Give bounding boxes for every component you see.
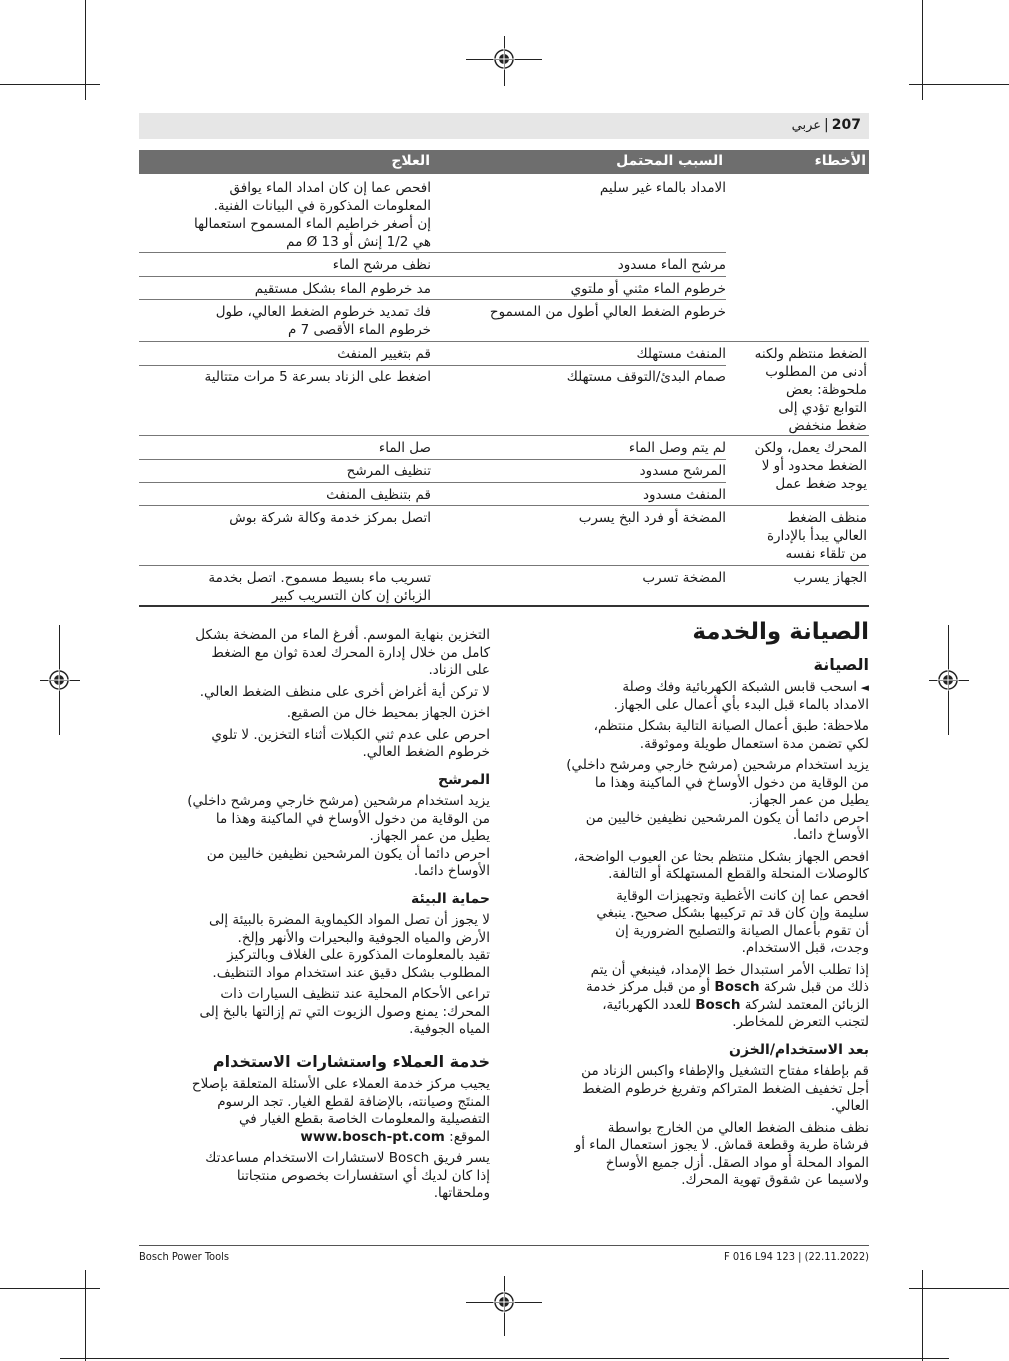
- row-divider: [139, 459, 726, 460]
- paragraph: نظف منظف الضغط العالي من الخارج بواسطة فرشاة طرية وقطعة قماش. لا يجوز استعمال الماء أو المواد المحلة أو مواد الصقل. أزل جميع الأوساخ ولاسيما عن شقوق تهوية المحرك.: [574, 1119, 869, 1188]
- row-divider: [139, 365, 726, 366]
- paragraph: افحص الجهاز بشكل منتظم بحثا عن العيوب الواضحة، كالوصلات المنحلة والقطع المستهلكة أو التالفة.: [573, 848, 869, 882]
- crop-mark: [85, 1270, 86, 1361]
- table-header: [139, 150, 869, 174]
- paragraph: يزيد استخدام مرشحين (مرشح خارجي ومرشح داخلي) من الوقاية من دخول الأوساخ في الماكينة وهذا ما يطيل من عمر الجهاز. احرص دائما أن يكون المرشحين نظيفين خاليين من الأوساخ دائما.: [187, 793, 490, 879]
- brand-name: Bosch: [714, 979, 760, 995]
- table-cell-remedy: افحص عما إن كان امداد الماء يوافق المعلومات المذكورة في البيانات الفنية. إن أصغر خراطيم الماء المسموح استعمالها هي 1/2 إنش أو 13 Ø مم: [194, 180, 431, 250]
- after-use-heading: بعد الاستخدام/الخزن: [729, 1041, 869, 1058]
- footer-rule: [139, 1245, 869, 1246]
- right-column: [514, 619, 869, 1194]
- crop-mark: [922, 0, 923, 100]
- row-divider: [139, 252, 726, 253]
- table-cell-remedy: نظف مرشح الماء: [332, 257, 431, 273]
- row-divider: [139, 299, 726, 300]
- footer-brand: Bosch Power Tools: [139, 1250, 230, 1263]
- table-cell-remedy: تنظيف المرشح: [346, 463, 431, 479]
- text-run: أو من قبل مركز خدمة الزبائن المعتمد لشركة: [585, 979, 869, 1013]
- row-divider: [139, 341, 869, 342]
- filter-heading: المرشح: [437, 771, 490, 788]
- table-cell-cause: المنفث مسدود: [642, 487, 726, 503]
- environment-heading: حماية البيئة: [410, 890, 490, 907]
- paragraph: تراعى الأحكام المحلية عند تنظيف السيارات ذات المحرك: يمنع وصول الزيوت التي تم إزالتها بالبخ إلى المياه الجوفية.: [199, 986, 490, 1037]
- header-faults: الأخطاء: [814, 153, 866, 169]
- table-cell-remedy: فك تمديد خرطوم الضغط العالي، طول خرطوم الماء الأقصى 7 م: [215, 304, 431, 338]
- paragraph: [138, 1076, 490, 1146]
- crop-mark: [909, 1288, 1009, 1289]
- paragraph: اخزن الجهاز بمحيط خال من الصقيع.: [286, 705, 490, 721]
- table-cell-cause: مرشح الماء مسدود: [617, 257, 726, 273]
- footer-docnumber: F 016 L94 123 | (22.11.2022): [724, 1250, 869, 1263]
- table-cell-cause: الامداد بالماء غير سليم: [599, 180, 726, 196]
- registration-mark-icon: [493, 1291, 515, 1313]
- crop-mark: [922, 1270, 923, 1361]
- header-remedy: العلاج: [391, 153, 430, 169]
- registration-mark-icon: [493, 48, 515, 70]
- table-cell-remedy: اتصل بمركز خدمة وكالة شركة بوش: [229, 510, 431, 526]
- header-separator: |: [824, 117, 829, 133]
- brand-name: Bosch: [695, 996, 741, 1013]
- crop-mark: [85, 0, 86, 100]
- website-link[interactable]: www.bosch-pt.com: [300, 1128, 445, 1145]
- table-cell-cause: المضخة تسرب: [642, 570, 726, 586]
- table-cell-cause: المنفث مستهلك: [636, 346, 726, 362]
- paragraph: افحص عما إن كانت الأغطية وتجهيزات الوقاية سليمة وإن كان قد تم تركيبها بشكل صحيح. ينبغي أن تقوم بأعمال الصيانة والتصليح الضرورية إن وجدت، قبل الاستخدام.: [596, 887, 869, 956]
- table-cell-remedy: صل الماء: [378, 440, 431, 456]
- table-cell-remedy: تسريب ماء بسيط مسموح. اتصل بخدمة الزبائن إن كان التسريب كبير: [208, 570, 431, 604]
- crop-mark: [60, 1358, 949, 1359]
- table-cell-fault: الضغط منتظم ولكنه أدنى من المطلوب ملحوظة: بعض التوابع تؤدي إلى ضغط منخفض: [754, 346, 867, 434]
- table-cell-cause: المرشح مسدود: [639, 463, 726, 479]
- text-run: يجيب مركز خدمة العملاء على الأسئلة المتعلقة بإصلاح المنتَج وصيانته، بالإضافة لقطع الغيار. تجد الرسوم التفصيلية والمعلومات الخاصة بقطع الغيار في الموقع:: [191, 1076, 490, 1145]
- paragraph: ملاحظة: طبق أعمال الصيانة التالية بشكل منتظم، لكي تضمن مدة استعمال طويلة وموثوقة.: [593, 718, 869, 752]
- row-divider: [139, 565, 869, 566]
- language-label: عربي: [791, 118, 822, 133]
- table-cell-cause: خرطوم الماء مثني أو ملتوي: [570, 281, 726, 297]
- table-cell-cause: لم يتم وصل الماء: [628, 440, 726, 456]
- paragraph: لا تركن أية أغراض أخرى على منظف الضغط العالي.: [199, 683, 490, 700]
- instruction-bullet: ◄ اسحب قابس الشبكة الكهربائية وفك وصلة الامداد بالماء قبل البدء بأي أعمال على الجهاز.: [514, 679, 869, 714]
- table-cell-fault: منظف الضغط العالي يبدأ بالإدارة من تلقاء نفسه: [766, 510, 867, 562]
- row-divider: [139, 276, 726, 277]
- paragraph: [514, 962, 869, 1032]
- registration-mark-icon: [937, 669, 959, 691]
- paragraph: التخزين بنهاية الموسم. أفرغ الماء من المضخة بشكل كامل من خلال إدارة المحرك لعدة ثوان مع الضغط على الزناد.: [195, 627, 490, 678]
- page-header-band: [139, 113, 869, 139]
- table-cell-cause: المضخة أو فرد البخ يسرب: [578, 510, 726, 526]
- paragraph: لا يجوز أن تصل المواد الكيماوية المضرة بالبيئة إلى الأرض والمياه الجوفية والبحيرات والأنهر وإلخ. تقيد بالمعلومات المذكورة على الغلاف وبالتركيز المطلوب بشكل دقيق عند استخدام مواد التنظيف.: [208, 912, 490, 981]
- paragraph: قم بإطفاء مفتاح التشغيل والإطفاء واكبس الزناد من أجل تخفيف الضغط المتراكم وتفريغ خرطوم الضغط العالي.: [581, 1063, 869, 1114]
- row-divider: [139, 435, 869, 436]
- table-cell-remedy: قم بتغيير المنفث: [337, 346, 431, 362]
- table-cell-cause: خرطوم الضغط العالي أطول من المسموح: [489, 304, 726, 320]
- registration-mark-icon: [48, 669, 70, 691]
- table-cell-fault: المحرك يعمل، ولكن الضغط محدود أو لا يوجد ضغط عمل: [754, 440, 867, 492]
- section-title: الصيانة والخدمة: [692, 619, 869, 645]
- customer-service-heading: خدمة العملاء واستشارات الاستخدام: [212, 1051, 490, 1071]
- page-number-value: 207: [831, 117, 861, 133]
- paragraph: يسر فريق Bosch لاستشارات الاستخدام مساعدتك إذا كان لديك أي استفسارات بخصوص منتجاتنا وملحقاتها.: [205, 1150, 490, 1201]
- table-cell-cause: صمام البدئ/التوقف مستهلك: [566, 369, 726, 385]
- crop-mark: [909, 84, 1009, 85]
- row-divider: [139, 482, 726, 483]
- left-column: [138, 627, 490, 1207]
- table-cell-remedy: مد خرطوم الماء بشكل مستقيم: [254, 281, 431, 297]
- header-cause: السبب المحتمل: [616, 153, 723, 169]
- paragraph: يزيد استخدام مرشحين (مرشح خارجي ومرشح داخلي) من الوقاية من دخول الأوساخ في الماكينة وهذا ما يطيل من عمر الجهاز. احرص دائما أن يكون المرشحين نظيفين خاليين من الأوساخ دائما.: [566, 757, 869, 843]
- text-run: للعدد الكهربائية، لتجنب التعرض للمخاطر.: [602, 996, 869, 1030]
- row-divider: [139, 505, 869, 506]
- table-cell-fault: الجهاز يسرب: [793, 570, 867, 586]
- table-cell-remedy: قم بتنظيف المنفث: [326, 487, 431, 503]
- table-bottom-rule: [139, 605, 869, 607]
- text-run: إذا تطلب الأمر استبدال خط الإمداد، فينبغي أن يتم ذلك من قبل شركة: [590, 961, 869, 995]
- paragraph: احرص على عدم ثني الكبلات أثناء التخزين. لا تلوي خرطوم الضغط العالي.: [211, 726, 490, 760]
- page-number: [792, 117, 861, 133]
- maintenance-heading: الصيانة: [813, 654, 869, 674]
- table-cell-remedy: اضغط على الزناد بسرعة 5 مرات متتالية: [204, 369, 431, 385]
